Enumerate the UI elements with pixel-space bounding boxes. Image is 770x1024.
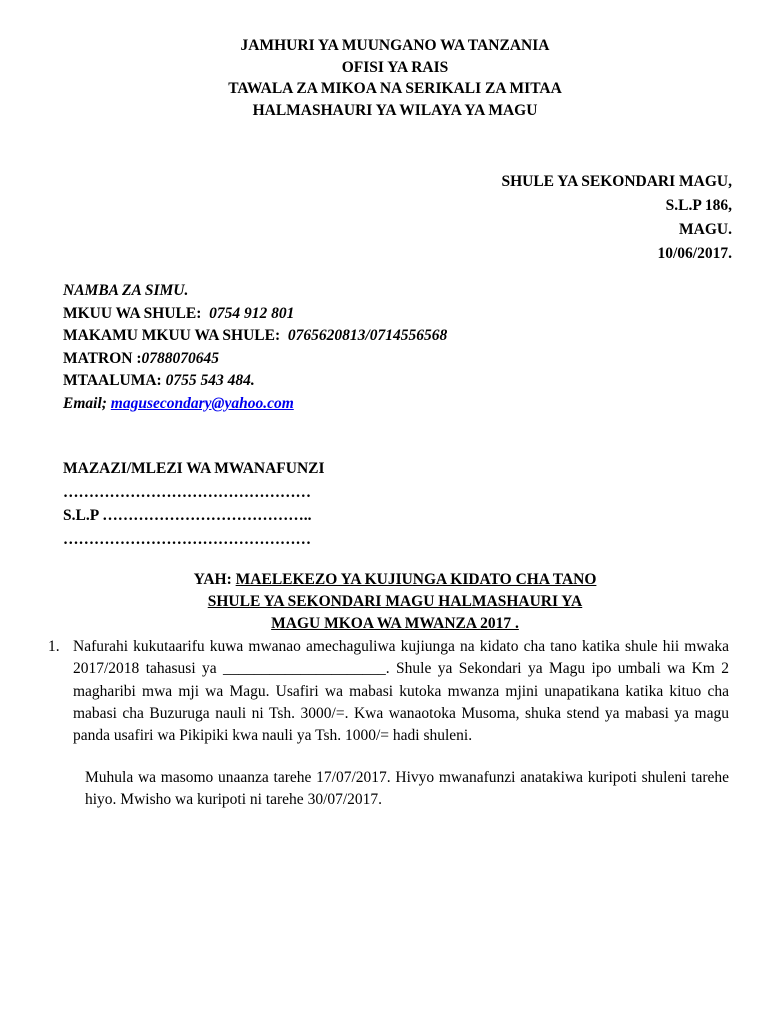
subject-line-3: MAGU MKOA WA MWANZA 2017 . [271, 615, 519, 632]
academic-contact [63, 370, 447, 393]
sender-address [501, 170, 732, 266]
contact-block [63, 280, 447, 415]
paragraph-1 [48, 636, 729, 747]
paragraph-2-text: Muhula wa masomo unaanza tarehe 17/07/2017. Hivyo mwanafunzi anatakiwa kuripoti shuleni tarehe hiyo. Mwisho wa kuripoti ni tarehe 30/07/2017. [85, 769, 729, 809]
letterhead-line-1: JAMHURI YA MUUNGANO WA TANZANIA [240, 37, 550, 54]
headmaster-phone: 0754 912 801 [209, 304, 295, 322]
deputy-label: MAKAMU MKUU WA SHULE: [63, 327, 281, 344]
subject-line-1 [0, 569, 770, 591]
letter-date: 10/06/2017. [657, 245, 732, 262]
matron-phone: 0788070645 [141, 349, 219, 367]
recipient-line-3: ………………………………………… [63, 530, 311, 548]
deputy-contact [63, 325, 447, 348]
recipient-line-2: S.L.P ………………………………….. [63, 507, 312, 524]
academic-phone: 0755 543 484. [165, 372, 255, 389]
school-name: SHULE YA SEKONDARI MAGU, [501, 173, 732, 190]
matron-contact [63, 348, 447, 371]
paragraph-1-number: 1. [48, 638, 60, 655]
paragraph-2 [85, 767, 729, 812]
town: MAGU. [679, 221, 732, 238]
email-label: Email; [63, 394, 107, 412]
email-link[interactable]: magusecondary@yahoo.com [110, 394, 294, 412]
paragraph-1-text: Nafurahi kukutaarifu kuwa mwanao amechaguliwa kujiunga na kidato cha tano katika shule hii mwaka 2017/2018 tahasusi ya _____________________. Shule ya Sekondari ya Magu ipo umbali wa Km 2 magharibi mwa mji wa Magu. Usafiri wa mabasi kutoka mwanza mjini unapatikana katika kituo cha mabasi cha Buzuruga nauli ni Tsh. 3000/=. Kwa wanaotoka Musoma, shuka stend ya mabasi ya magu panda usafiri wa Pikipiki kwa nauli ya Tsh. 1000/= hadi shuleni. [73, 638, 729, 745]
email-contact [63, 393, 447, 416]
matron-label: MATRON : [63, 349, 142, 367]
letterhead [0, 35, 770, 121]
recipient-title: MAZAZI/MLEZI WA MWANAFUNZI [63, 460, 325, 477]
subject-line-2: SHULE YA SEKONDARI MAGU HALMASHAURI YA [207, 593, 583, 610]
subject-text-1: MAELEKEZO YA KUJIUNGA KIDATO CHA TANO [235, 571, 597, 588]
letterhead-line-4: HALMASHAURI YA WILAYA YA MAGU [252, 101, 538, 119]
recipient-block [63, 457, 325, 551]
recipient-line-1: ………………………………………… [63, 483, 311, 501]
po-box: S.L.P 186, [665, 197, 732, 214]
letterhead-line-2: OFISI YA RAIS [341, 58, 449, 76]
contacts-heading: NAMBA ZA SIMU. [63, 282, 189, 299]
headmaster-contact [63, 303, 447, 326]
academic-label: MTAALUMA: [63, 372, 162, 389]
headmaster-label: MKUU WA SHULE: [63, 304, 202, 322]
subject-block [0, 569, 770, 635]
letterhead-line-3: TAWALA ZA MIKOA NA SERIKALI ZA MITAA [228, 80, 562, 97]
deputy-phone: 0765620813/0714556568 [287, 327, 448, 344]
subject-prefix: YAH: [193, 571, 232, 588]
